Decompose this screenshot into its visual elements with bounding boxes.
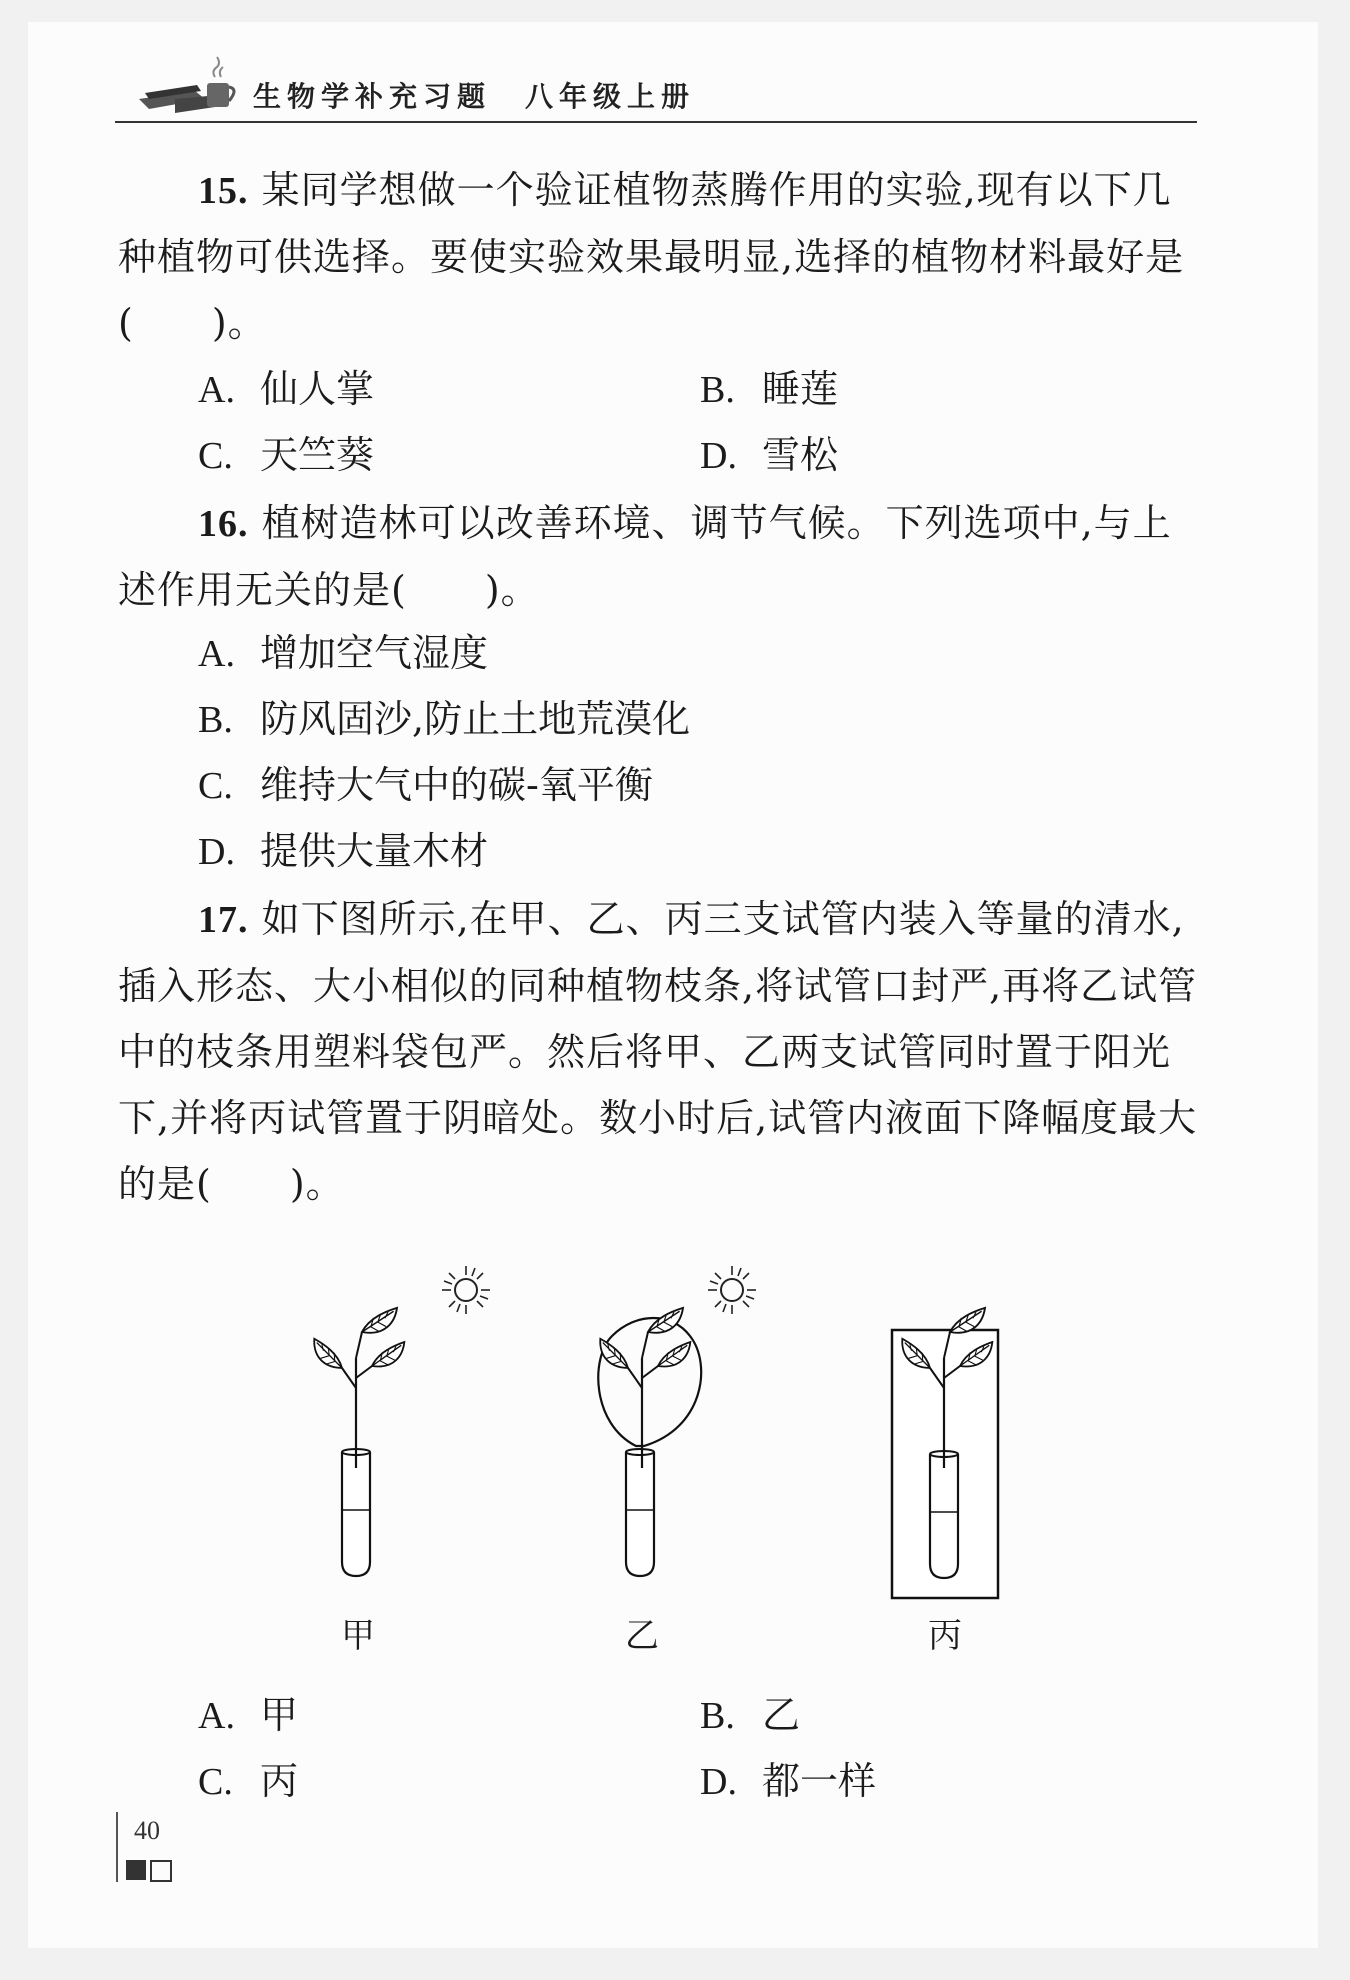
option-letter: D. — [198, 831, 235, 873]
footer-divider — [116, 1812, 118, 1882]
question-text: 某同学想做一个验证植物蒸腾作用的实验,现有以下几种植物可供选择。要使实验效果最明显,选择的植物材料最好是( )。 — [118, 168, 1185, 345]
option-text: 仙人掌 — [260, 367, 375, 411]
option-text: 睡莲 — [762, 367, 839, 411]
option-letter: D. — [700, 435, 737, 477]
question-15 — [118, 157, 1198, 356]
question-number: 17. — [198, 899, 249, 941]
empty-square-icon — [150, 1860, 172, 1882]
option-text: 丙 — [260, 1759, 299, 1803]
option-letter: C. — [198, 1761, 233, 1803]
question-16 — [118, 490, 1198, 623]
option-text: 增加空气湿度 — [260, 631, 489, 675]
option-15-d[interactable] — [700, 430, 838, 481]
test-tube-diagram — [300, 1250, 1060, 1630]
filled-square-icon — [126, 1860, 146, 1880]
option-letter: B. — [700, 369, 735, 411]
option-15-c[interactable] — [198, 430, 374, 481]
option-text: 防风固沙,防止土地荒漠化 — [260, 697, 691, 741]
option-15-a[interactable] — [198, 364, 374, 415]
option-17-b[interactable] — [700, 1690, 800, 1741]
option-16-c[interactable] — [198, 760, 653, 811]
experiment-figure — [300, 1250, 1060, 1656]
option-letter: B. — [700, 1695, 735, 1737]
option-17-d[interactable] — [700, 1756, 876, 1807]
option-text: 提供大量木材 — [260, 829, 489, 873]
option-16-b[interactable] — [198, 694, 690, 745]
figure-label-jia: 甲 — [341, 1616, 375, 1656]
figure-label-bing: 丙 — [928, 1616, 962, 1656]
figure-label-yi: 乙 — [625, 1616, 659, 1656]
option-letter: C. — [198, 765, 233, 807]
option-letter: A. — [198, 1695, 235, 1737]
question-number: 15. — [198, 170, 249, 212]
option-letter: B. — [198, 699, 233, 741]
books-and-cup-icon — [135, 55, 245, 119]
page-header — [115, 55, 1197, 123]
option-text: 甲 — [260, 1693, 299, 1737]
option-17-a[interactable] — [198, 1690, 298, 1741]
tube-yi — [593, 1266, 756, 1576]
page-number: 40 — [134, 1816, 160, 1845]
option-text: 雪松 — [762, 433, 839, 477]
question-17 — [118, 886, 1198, 1217]
tube-bing — [892, 1308, 998, 1598]
option-text: 天竺葵 — [260, 433, 375, 477]
question-text: 植树造林可以改善环境、调节气候。下列选项中,与上述作用无关的是( )。 — [118, 501, 1172, 612]
question-text: 如下图所示,在甲、乙、丙三支试管内装入等量的清水,插入形态、大小相似的同种植物枝条,将试管口封严,再将乙试管中的枝条用塑料袋包严。然后将甲、乙两支试管同时置于阳光下,并将丙试管置于阴暗处。数小时后,试管内液面下降幅度最大的是( )。 — [118, 897, 1198, 1206]
sun-icon — [708, 1266, 756, 1314]
header-title: 生物学补充习题 八年级上册 — [253, 80, 696, 113]
option-text: 乙 — [762, 1693, 801, 1737]
option-letter: D. — [700, 1761, 737, 1803]
option-text: 都一样 — [762, 1759, 877, 1803]
question-number: 16. — [198, 503, 249, 545]
tube-jia — [307, 1266, 490, 1576]
option-letter: C. — [198, 435, 233, 477]
sun-icon — [442, 1266, 490, 1314]
plastic-bag — [598, 1318, 701, 1446]
option-letter: A. — [198, 633, 235, 675]
option-17-c[interactable] — [198, 1756, 298, 1807]
option-15-b[interactable] — [700, 364, 838, 415]
option-text: 维持大气中的碳-氧平衡 — [260, 763, 653, 807]
option-letter: A. — [198, 369, 235, 411]
option-16-d[interactable] — [198, 826, 488, 877]
option-16-a[interactable] — [198, 628, 488, 679]
